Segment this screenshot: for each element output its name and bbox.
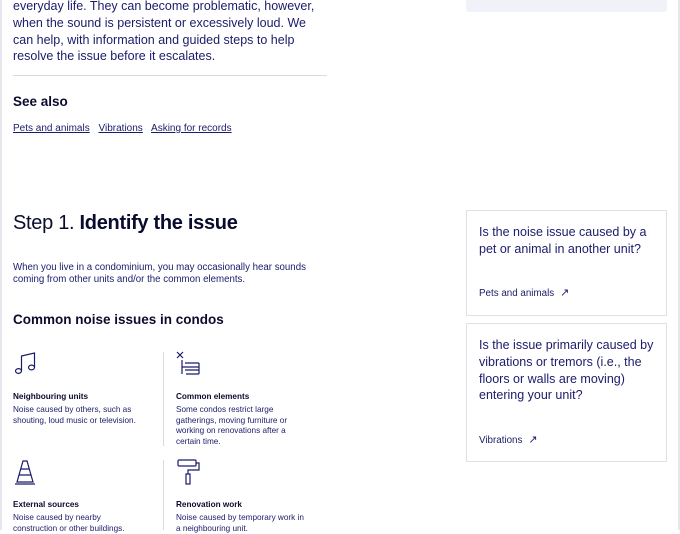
see-also-heading: See also: [13, 94, 68, 109]
intro-paragraph: everyday life. They can become problematic, however, when the sound is persistent or excessively loud. We can help, with information and guided steps to help resolve the issue before it escalates.: [13, 0, 315, 64]
question-text: Is the noise issue caused by a pet or animal in another unit?: [479, 225, 647, 256]
card-link-vibrations[interactable]: [479, 433, 538, 446]
step-prefix: Step 1.: [13, 212, 75, 234]
furniture-icon: [176, 350, 204, 378]
issue-description: Noise caused by temporary work in a neighbouring unit.: [176, 513, 304, 533]
issue-title: Common elements: [176, 392, 250, 401]
music-note-icon: [13, 350, 41, 378]
link-asking-for-records[interactable]: Asking for records: [151, 123, 232, 134]
issue-divider: [163, 352, 164, 446]
arrow-up-right-icon: ↗: [528, 434, 538, 446]
see-also-links: [13, 123, 238, 134]
question-text: Is the issue primarily caused by vibrations or tremors (i.e., the floors or walls are moving) entering your unit?: [479, 338, 654, 403]
issue-title: External sources: [13, 500, 79, 509]
question-card-pets[interactable]: [466, 210, 667, 316]
paint-roller-icon: [176, 458, 204, 486]
issue-divider: [163, 460, 164, 530]
traffic-cone-icon: [13, 458, 41, 486]
issue-description: Some condos restrict large gatherings, moving furniture or working on renovations after a certain time.: [176, 405, 288, 446]
sidebar-card-top: [466, 0, 667, 12]
issue-description: Noise caused by others, such as shouting, loud music or television.: [13, 405, 136, 425]
step-title: Identify the issue: [79, 212, 238, 234]
link-vibrations[interactable]: Vibrations: [98, 123, 143, 134]
step-heading: [13, 212, 238, 235]
question-card-vibrations[interactable]: [466, 323, 667, 462]
arrow-up-right-icon: ↗: [560, 287, 570, 299]
divider: [13, 75, 327, 76]
link-pets-and-animals[interactable]: Pets and animals: [13, 123, 90, 134]
issue-title: Neighbouring units: [13, 392, 89, 401]
window-border-left: [0, 0, 2, 530]
card-link-pets-and-animals[interactable]: [479, 286, 569, 299]
card-link-label: Vibrations: [479, 435, 523, 446]
step-description: When you live in a condominium, you may occasionally hear sounds coming from other units and/or the common elements.: [13, 262, 306, 285]
issue-description: Noise caused by nearby construction or other buildings.: [13, 513, 125, 533]
common-issues-heading: Common noise issues in condos: [13, 312, 224, 327]
card-link-label: Pets and animals: [479, 288, 555, 299]
issue-title: Renovation work: [176, 500, 242, 509]
